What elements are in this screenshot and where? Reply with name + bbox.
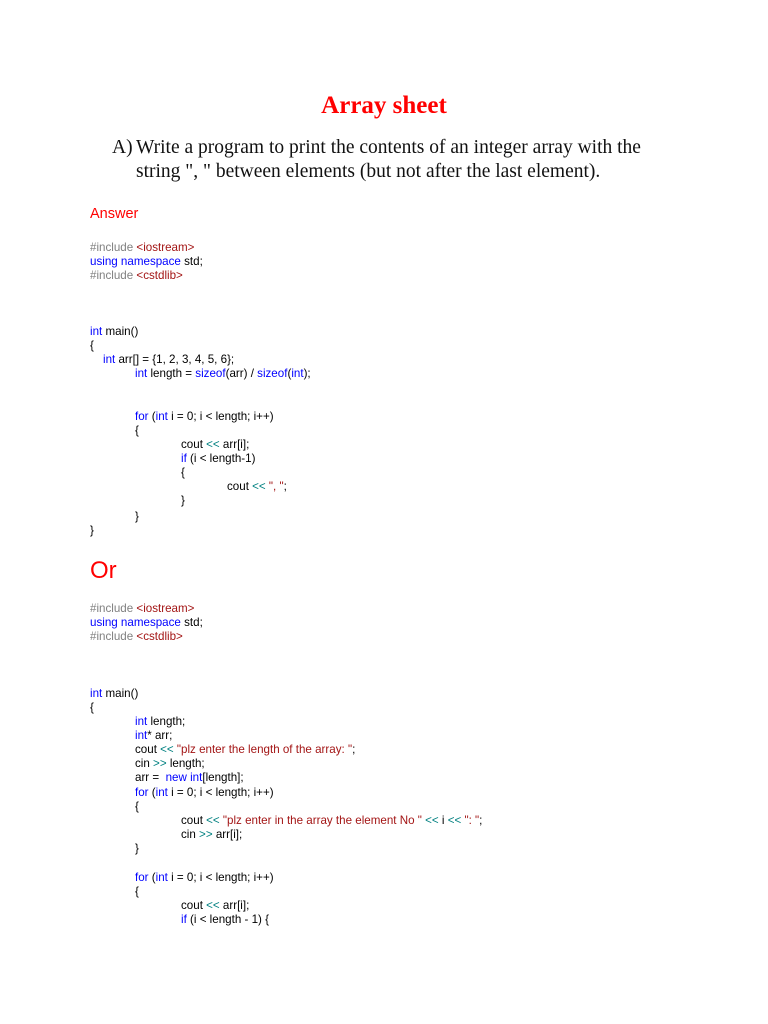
- code-token: (i < length - 1) {: [190, 913, 269, 926]
- code-token: using namespace: [90, 255, 185, 268]
- code-token: <cstdlib>: [136, 630, 183, 643]
- code-token: i = 0; i < length; i++): [171, 871, 274, 884]
- code-token: cout: [181, 438, 207, 451]
- code-line: [181, 438, 249, 452]
- code-line: [135, 771, 244, 785]
- or-label: Or: [90, 557, 117, 584]
- code-line: [90, 524, 94, 538]
- code-line: [135, 842, 139, 856]
- code-line: [181, 899, 249, 913]
- code-line: [90, 701, 94, 715]
- code-token: <<: [160, 743, 177, 756]
- code-line: [135, 871, 274, 885]
- code-token: {: [135, 885, 139, 898]
- code-token: }: [135, 842, 139, 855]
- code-token: }: [90, 524, 94, 537]
- code-token: ;: [479, 814, 483, 827]
- code-line: [181, 466, 185, 480]
- code-line: [181, 828, 242, 842]
- code-token: int: [135, 715, 151, 728]
- code-token: int: [90, 325, 106, 338]
- code-token: <iostream>: [136, 241, 195, 254]
- code-token: <<: [425, 814, 442, 827]
- code-token: (: [287, 367, 292, 380]
- code-token: main(): [105, 325, 139, 338]
- code-token: for: [135, 871, 152, 884]
- code-token: <iostream>: [136, 602, 195, 615]
- code-token: int: [103, 353, 119, 366]
- page-title: Array sheet: [321, 92, 447, 119]
- code-token: i = 0; i < length; i++): [171, 410, 274, 423]
- code-line: [90, 255, 203, 269]
- code-line: [181, 913, 269, 927]
- code-token: using namespace: [90, 616, 185, 629]
- code-token: cout: [135, 743, 161, 756]
- code-token: ;: [352, 743, 356, 756]
- code-token: ;: [283, 480, 287, 493]
- code-token: <<: [206, 899, 223, 912]
- code-token: * arr;: [147, 729, 173, 742]
- code-line: [135, 424, 139, 438]
- code-token: "plz enter in the array the element No ": [222, 814, 426, 827]
- code-token: arr[i];: [222, 438, 250, 451]
- code-line: [135, 757, 205, 771]
- code-token: length =: [150, 367, 196, 380]
- code-token: );: [303, 367, 311, 380]
- code-token: [length];: [202, 771, 244, 784]
- code-token: length;: [150, 715, 186, 728]
- code-token: sizeof: [195, 367, 226, 380]
- code-token: int: [155, 410, 172, 423]
- question-text: Write a program to print the contents of an integer array with the string ", " between elements (but not after the last element).: [136, 137, 641, 182]
- code-token: i = 0; i < length; i++): [171, 786, 274, 799]
- code-token: (arr) /: [225, 367, 258, 380]
- code-token: arr[i];: [222, 899, 250, 912]
- code-token: for: [135, 410, 152, 423]
- code-line: [90, 269, 183, 283]
- code-token: for: [135, 786, 152, 799]
- code-token: cout: [181, 899, 207, 912]
- code-line: [90, 616, 203, 630]
- code-token: cout: [181, 814, 207, 827]
- code-token: >>: [199, 828, 216, 841]
- code-token: #include: [90, 241, 137, 254]
- code-line: [90, 602, 194, 616]
- code-token: {: [90, 701, 94, 714]
- code-token: arr[i];: [215, 828, 243, 841]
- code-line: [135, 729, 172, 743]
- code-token: arr[] = {1, 2, 3, 4, 5, 6};: [118, 353, 235, 366]
- code-token: {: [135, 800, 139, 813]
- code-line: [181, 814, 482, 828]
- code-line: [90, 339, 94, 353]
- code-token: new: [165, 771, 191, 784]
- code-token: std;: [184, 255, 203, 268]
- code-token: if: [181, 913, 191, 926]
- code-token: int: [90, 687, 106, 700]
- code-line: [135, 410, 274, 424]
- code-token: (i < length-1): [190, 452, 256, 465]
- code-token: int: [135, 367, 151, 380]
- code-line: [135, 800, 139, 814]
- code-token: arr =: [135, 771, 166, 784]
- code-line: [135, 786, 274, 800]
- code-token: <<: [447, 814, 465, 827]
- code-line: [90, 325, 138, 339]
- code-token: main(): [105, 687, 139, 700]
- code-line: [103, 353, 234, 367]
- code-token: if: [181, 452, 191, 465]
- code-token: cin: [135, 757, 154, 770]
- code-token: (: [151, 410, 156, 423]
- code-line: [135, 743, 355, 757]
- code-token: ", ": [268, 480, 284, 493]
- code-line: [135, 510, 139, 524]
- code-token: cout: [227, 480, 253, 493]
- answer-label: Answer: [90, 206, 139, 222]
- code-token: cin: [181, 828, 200, 841]
- code-line: [135, 367, 311, 381]
- code-token: #include: [90, 602, 137, 615]
- code-token: int: [190, 771, 203, 784]
- code-token: }: [181, 494, 185, 507]
- code-line: [181, 452, 255, 466]
- code-token: (: [151, 786, 156, 799]
- code-token: i: [441, 814, 448, 827]
- code-line: [135, 885, 139, 899]
- code-token: int: [155, 786, 172, 799]
- code-token: sizeof: [257, 367, 288, 380]
- code-token: <<: [206, 438, 223, 451]
- code-token: #include: [90, 269, 137, 282]
- code-token: >>: [153, 757, 170, 770]
- code-line: [135, 715, 185, 729]
- question-label: A): [112, 137, 133, 158]
- code-token: <<: [252, 480, 269, 493]
- code-token: int: [135, 729, 148, 742]
- code-token: int: [155, 871, 172, 884]
- code-token: {: [90, 339, 94, 352]
- code-token: <<: [206, 814, 223, 827]
- code-token: ": ": [464, 814, 480, 827]
- code-token: <cstdlib>: [136, 269, 183, 282]
- code-token: int: [291, 367, 304, 380]
- code-line: [181, 494, 185, 508]
- code-token: {: [181, 466, 185, 479]
- code-token: (: [151, 871, 156, 884]
- code-token: }: [135, 510, 139, 523]
- code-line: [90, 687, 138, 701]
- code-token: "plz enter the length of the array: ": [176, 743, 353, 756]
- code-line: [227, 480, 287, 494]
- code-line: [90, 630, 183, 644]
- code-token: length;: [169, 757, 205, 770]
- code-token: {: [135, 424, 139, 437]
- code-line: [90, 241, 194, 255]
- code-token: #include: [90, 630, 137, 643]
- code-token: std;: [184, 616, 203, 629]
